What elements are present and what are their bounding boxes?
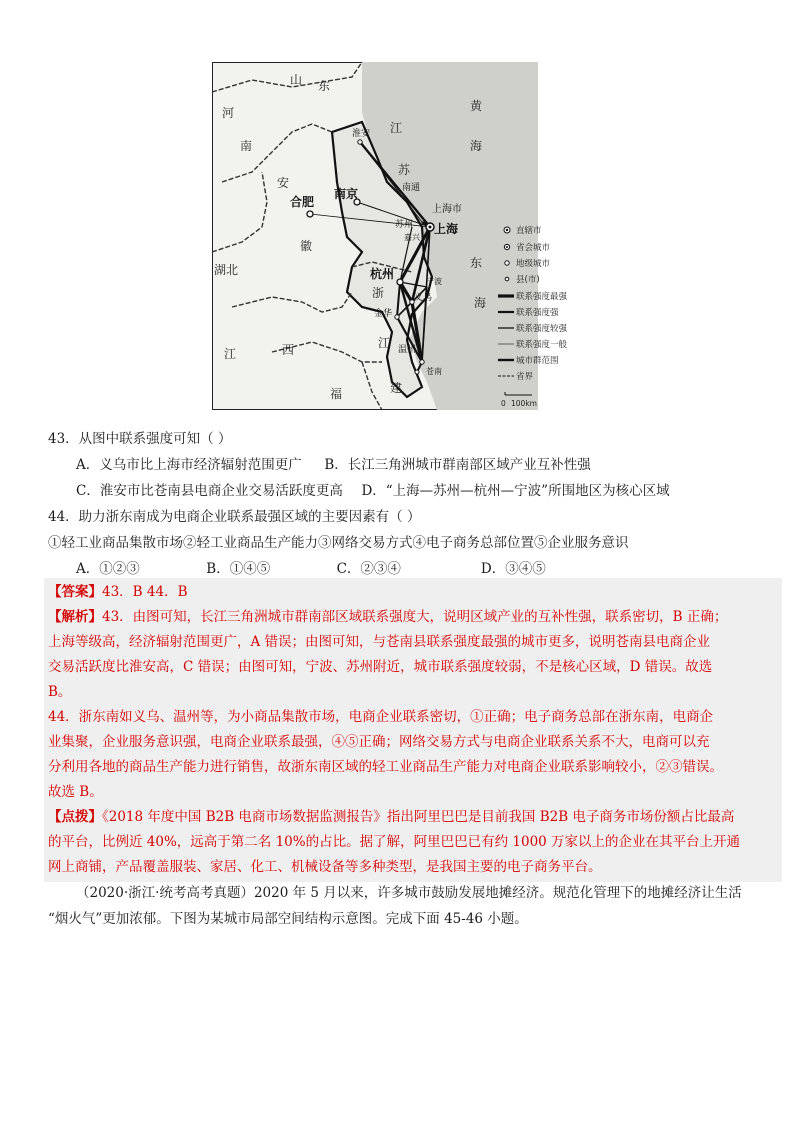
label-hangzhou: 杭州 (370, 267, 395, 281)
label-sea-2: 海 (470, 139, 483, 153)
legend-county: 县(市) (516, 275, 540, 285)
scale-label: 100km (511, 399, 537, 408)
answer-tag: 【答案】 (48, 584, 102, 600)
label-zhejiang-2: 江 (378, 336, 391, 350)
legend-prefecture-city: 地级城市 (516, 259, 551, 269)
tip-tag: 【点拨】 (48, 809, 102, 825)
legend-provincial-capital: 省会城市 (516, 243, 551, 253)
q44-factors: ①轻工业商品集散市场②轻工业商品生产能力③网络交易方式④电子商务总部位置⑤企业服务意识 (48, 535, 629, 551)
hefei-marker (307, 211, 313, 217)
huaian-marker (358, 140, 362, 144)
analysis-line-2: 上海等级高，经济辐射范围更广，A 错误；由图可知，与苍南县联系强度最强的城市更多，说明苍南县电商企业 (48, 634, 711, 650)
legend-city-group: 城市群范围 (516, 356, 559, 366)
label-fujian-2: 建 (390, 381, 403, 395)
jinhua-marker (395, 315, 399, 319)
label-hubei: 湖北 (214, 263, 239, 277)
label-henan-2: 南 (240, 139, 253, 153)
label-jinhua: 金华 (374, 309, 393, 319)
label-fujian-1: 福 (330, 387, 343, 401)
q44-option-a: A．①②③ (76, 561, 140, 577)
q43-option-d: D．“上海—苏州—杭州—宁波”所围地区为核心区域 (361, 483, 670, 499)
label-henan-1: 河 (222, 106, 235, 120)
label-sea-4: 海 (474, 296, 487, 310)
legend-province-border: 省界 (516, 372, 534, 382)
answer-line (48, 580, 778, 605)
next-intro-line-2: “烟火气”更加浓郁。下图为某城市局部空间结构示意图。完成下面 45-46 小题。 (48, 911, 528, 927)
label-nantong: 南通 (402, 183, 421, 193)
tip-text: 《2018 年度中国 B2B 电商市场数据监测报告》指出阿里巴巴是目前我国 B2B 电子商务市场份额占比最高 (102, 809, 735, 825)
label-huaian: 淮安 (352, 129, 371, 139)
analysis-line-7: 分利用各地的商品生产能力进行销售，故浙东南区域的轻工业商品生产能力对电商企业联系影响较小，②③错误。 (48, 759, 723, 775)
analysis-line-3: 交易活跃度比淮安高，C 错误；由图可知，宁波、苏州附近，城市联系强度较弱，不是核心区域，D 错误。故选 (48, 659, 713, 675)
legend-strong: 联系强度强 (516, 308, 559, 318)
legend-average: 联系强度一般 (516, 340, 568, 350)
label-shanghai-shi: 上海市 (432, 204, 462, 215)
label-yiwu: 义乌 (414, 293, 433, 303)
label-jiangsu-2: 苏 (398, 163, 411, 177)
tip-line-3: 网上商铺，产品覆盖服装、家居、化工、机械设备等多种类型，是我国主要的电子商务平台。 (48, 859, 602, 875)
q44-option-d: D．③④⑤ (480, 561, 546, 577)
analysis-line-6: 业集聚，企业服务意识强，电商企业联系最强，④⑤正确；网络交易方式与电商企业联系关系不大，电商可以充 (48, 734, 710, 750)
label-jiangxi-1: 江 (224, 347, 237, 361)
label-anhui-1: 安 (277, 176, 290, 190)
label-zhejiang-1: 浙 (372, 286, 385, 300)
label-ningbo: 宁波 (426, 277, 442, 286)
tip-line-2: 的平台，比例近 40%，远高于第二名 10%的占比。据了解，阿里巴巴已有约 1000 万家以上的企业在其平台上开通 (48, 834, 741, 850)
q44-option-c: C．②③④ (336, 561, 401, 577)
tip-line-1 (48, 805, 778, 830)
scale-zero: 0 (501, 399, 506, 408)
label-shandong-1: 山 (290, 73, 303, 87)
label-shandong-2: 东 (318, 79, 331, 93)
label-sea-1: 黄 (470, 99, 483, 113)
analysis-line-1 (48, 605, 778, 630)
label-jiangxi-2: 西 (282, 343, 295, 357)
label-shanghai: 上海 (434, 222, 459, 236)
q43-option-c: C．淮安市比苍南县电商企业交易活跃度更高 (76, 483, 343, 499)
cangnan-marker (415, 370, 419, 374)
legend-municipality: 直辖市 (516, 226, 542, 236)
q43-row2 (48, 478, 768, 504)
q43-option-b: B．长江三角洲城市群南部区域产业互补性强 (324, 457, 591, 473)
next-intro-line-1: （2020·浙江·统考高考真题）2020 年 5 月以来，许多城市鼓励发展地摊经济。规范化管理下的地摊经济让生活 (76, 885, 742, 901)
label-jiangsu-1: 江 (390, 121, 403, 135)
analysis-line-4: B。 (48, 684, 72, 700)
analysis-text: 43．由图可知，长江三角洲城市群南部区域联系强度大，说明区域产业的互补性强，联系密切，B 正确； (102, 609, 728, 625)
label-wenzhou: 温州 (398, 345, 417, 355)
analysis-line-5: 44．浙东南如义乌、温州等，为小商品集散市场，电商企业联系密切，①正确；电子商务总部在浙东南，电商企 (48, 709, 714, 725)
q44-option-b: B．①④⑤ (206, 561, 271, 577)
label-jiaxing: 嘉兴 (404, 233, 420, 242)
q43-option-a: A．义乌市比上海市经济辐射范围更广 (76, 457, 302, 473)
questions (48, 426, 768, 582)
map-svg (212, 62, 568, 410)
label-nanjing: 南京 (334, 187, 359, 201)
legend-strongest: 联系强度最强 (516, 292, 568, 302)
analysis-line-8: 故选 B。 (48, 784, 103, 800)
q43-row1 (48, 452, 768, 478)
label-hefei: 合肥 (290, 195, 315, 209)
city-network-map (212, 62, 568, 410)
next-question-intro (48, 880, 768, 932)
answer-analysis-block (44, 578, 782, 882)
wenzhou-marker (420, 360, 424, 364)
q43-stem: 43．从图中联系强度可知（ ） (48, 431, 232, 447)
q44-stem: 44．助力浙东南成为电商企业联系最强区域的主要因素有（ ） (48, 509, 421, 525)
label-sea-3: 东 (470, 256, 483, 270)
label-anhui-2: 徽 (300, 239, 313, 253)
legend-fairly-strong: 联系强度较强 (516, 324, 568, 334)
answer-text: 43．B 44．B (102, 584, 188, 600)
label-cangnan: 苍南 (426, 367, 442, 376)
hangzhou-marker (397, 279, 403, 285)
analysis-tag: 【解析】 (48, 609, 102, 625)
label-suzhou: 苏州 (395, 220, 414, 230)
